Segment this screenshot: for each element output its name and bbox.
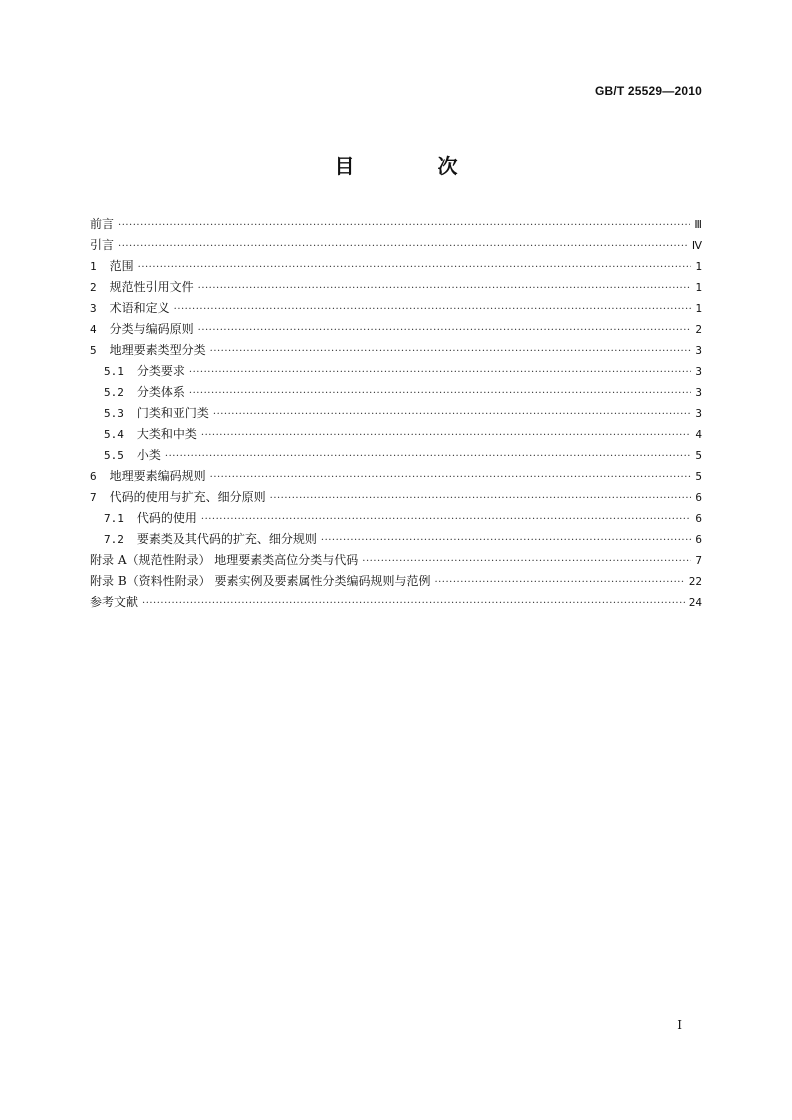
dot-leader (270, 488, 692, 509)
dot-leader (213, 404, 691, 425)
toc-entry-number: 7.1 (104, 512, 124, 525)
toc-entry[interactable] (90, 235, 702, 256)
toc-entry-page: 1 (695, 302, 702, 315)
toc-entry-label: 分类与编码原则 (109, 322, 194, 336)
toc-entry-label: 小类 (136, 448, 161, 462)
toc-entry-number: 5.3 (104, 407, 124, 420)
dot-leader (189, 383, 691, 404)
toc-entry[interactable] (90, 592, 702, 613)
dot-leader (198, 320, 692, 341)
page-number: I (677, 1018, 682, 1032)
toc-entry-label: 规范性引用文件 (109, 280, 194, 294)
table-of-contents (90, 214, 702, 613)
toc-entry[interactable] (90, 382, 702, 403)
toc-entry-page: 24 (688, 596, 702, 609)
toc-entry-page: 1 (695, 260, 702, 273)
toc-entry[interactable] (90, 529, 702, 550)
toc-entry-page: 6 (695, 491, 702, 504)
dot-leader (201, 509, 691, 530)
toc-entry-page: 22 (688, 575, 702, 588)
toc-entry[interactable] (90, 550, 702, 571)
toc-entry[interactable] (90, 277, 702, 298)
toc-entry-number: 5 (90, 344, 97, 357)
toc-entry[interactable] (90, 445, 702, 466)
toc-entry-label: 前言 (90, 217, 115, 231)
toc-entry-label: 参考文献 (90, 595, 139, 609)
toc-entry-page: 3 (695, 365, 702, 378)
toc-entry-label: 分类体系 (136, 385, 185, 399)
toc-entry[interactable] (90, 361, 702, 382)
toc-entry-number: 3 (90, 302, 97, 315)
dot-leader (434, 572, 684, 593)
dot-leader (201, 425, 691, 446)
toc-entry-label: 地理要素类型分类 (109, 343, 206, 357)
dot-leader (142, 593, 685, 614)
toc-entry-label: 范围 (109, 259, 134, 273)
toc-entry-page: 6 (695, 512, 702, 525)
toc-entry-page: 5 (695, 449, 702, 462)
toc-entry[interactable] (90, 508, 702, 529)
toc-entry[interactable] (90, 424, 702, 445)
toc-entry[interactable] (90, 214, 702, 235)
toc-entry-number: 4 (90, 323, 97, 336)
toc-entry-page: Ⅲ (694, 218, 702, 231)
toc-entry-label: 代码的使用 (136, 511, 197, 525)
dot-leader (362, 551, 691, 572)
toc-entry-page: 5 (695, 470, 702, 483)
toc-entry-number: 7 (90, 491, 97, 504)
dot-leader (138, 257, 692, 278)
toc-entry[interactable] (90, 466, 702, 487)
standard-code: GB/T 25529—2010 (594, 84, 702, 98)
toc-entry-number: 2 (90, 281, 97, 294)
toc-entry-label: 引言 (90, 238, 115, 252)
toc-entry[interactable] (90, 319, 702, 340)
toc-entry-label: 分类要求 (136, 364, 185, 378)
toc-entry-label: 大类和中类 (136, 427, 197, 441)
dot-leader (118, 215, 690, 236)
toc-entry-label: 附录 A（规范性附录） 地理要素类高位分类与代码 (90, 553, 359, 567)
toc-entry-label: 地理要素编码规则 (109, 469, 206, 483)
toc-entry[interactable] (90, 340, 702, 361)
toc-entry[interactable] (90, 298, 702, 319)
toc-entry-number: 5.2 (104, 386, 124, 399)
toc-entry-label: 要素类及其代码的扩充、细分规则 (136, 532, 317, 546)
toc-entry-page: 3 (695, 344, 702, 357)
dot-leader (210, 467, 692, 488)
toc-entry-page: 7 (695, 554, 702, 567)
toc-entry-number: 7.2 (104, 533, 124, 546)
dot-leader (210, 341, 692, 362)
dot-leader (321, 530, 691, 551)
toc-entry-number: 5.1 (104, 365, 124, 378)
toc-entry-page: 6 (695, 533, 702, 546)
toc-entry-number: 6 (90, 470, 97, 483)
dot-leader (189, 362, 691, 383)
toc-entry[interactable] (90, 571, 702, 592)
toc-entry-label: 代码的使用与扩充、细分原则 (109, 490, 266, 504)
toc-entry-number: 5.4 (104, 428, 124, 441)
page-title: 目 次 (334, 154, 496, 178)
toc-entry[interactable] (90, 487, 702, 508)
toc-entry-page: 2 (695, 323, 702, 336)
toc-entry-number: 1 (90, 260, 97, 273)
toc-entry-label: 附录 B（资料性附录） 要素实例及要素属性分类编码规则与范例 (90, 574, 431, 588)
toc-entry-page: 4 (695, 428, 702, 441)
toc-entry[interactable] (90, 403, 702, 424)
dot-leader (165, 446, 691, 467)
dot-leader (174, 299, 692, 320)
toc-entry-page: 3 (695, 386, 702, 399)
toc-entry-page: 3 (695, 407, 702, 420)
toc-entry-page: 1 (695, 281, 702, 294)
dot-leader (198, 278, 692, 299)
dot-leader (118, 236, 688, 257)
toc-entry-page: Ⅳ (691, 239, 702, 252)
toc-entry-label: 门类和亚门类 (136, 406, 209, 420)
toc-entry-label: 术语和定义 (109, 301, 170, 315)
toc-entry[interactable] (90, 256, 702, 277)
toc-entry-number: 5.5 (104, 449, 124, 462)
